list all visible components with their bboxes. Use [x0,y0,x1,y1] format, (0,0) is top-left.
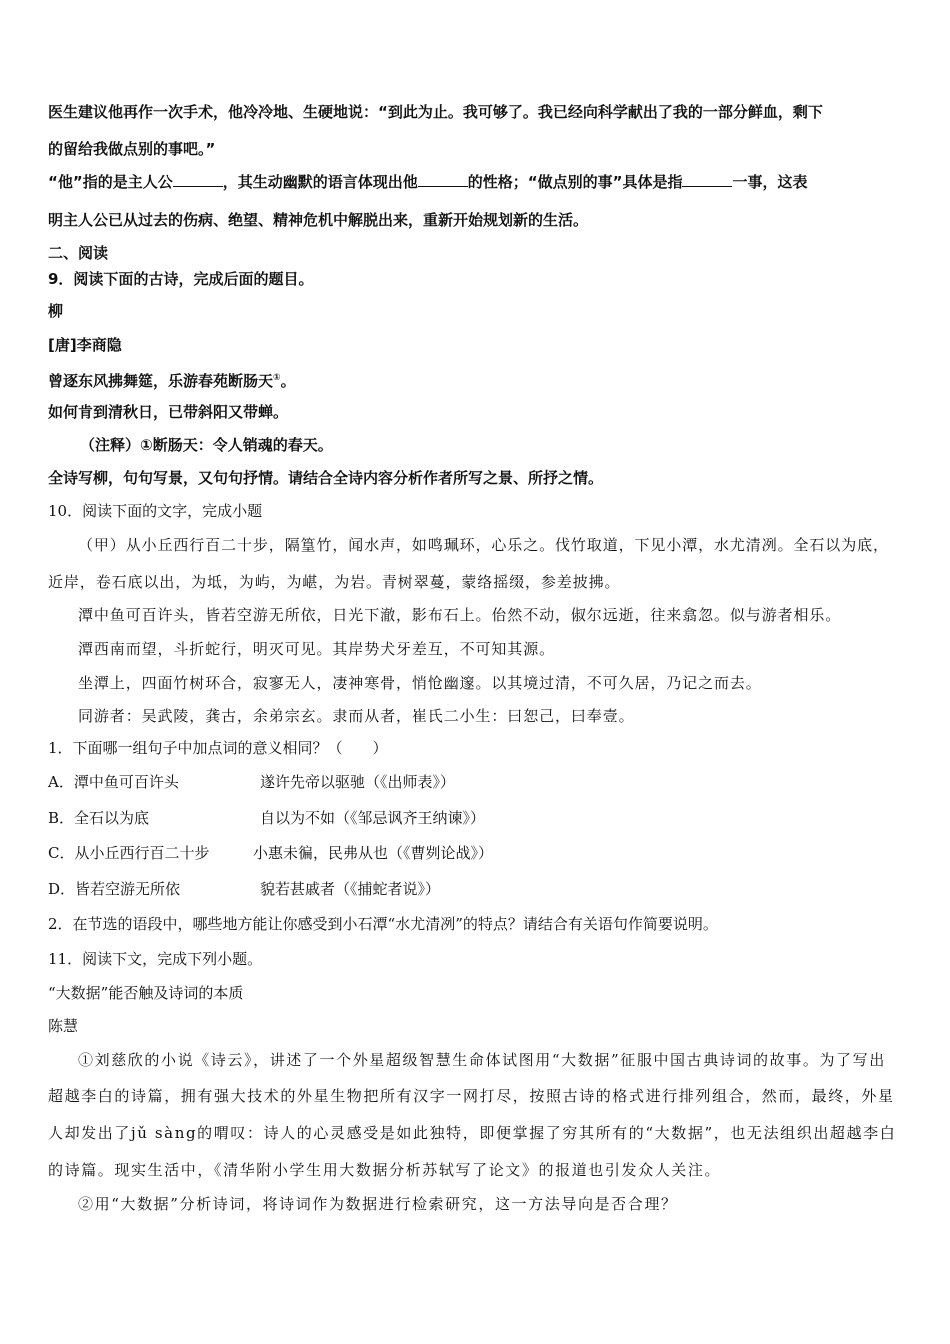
option-row [48,772,456,792]
article-para-1d: 的诗篇。现实生活中，《清华附小学生用大数据分析苏轼写了论文》的报道也引发众人关注。 [48,1161,722,1179]
option-b-right: 自以为不如（《邹忌讽齐王纳谏》） [260,809,486,827]
passage-line-3-part-a: “他”指的是主人公 [48,173,173,191]
option-d-right: 貌若甚戚者（《捕蛇者说》） [260,880,441,898]
passage-line-3 [48,172,807,192]
article-para-1a: ①刘慈欣的小说《诗云》，讲述了一个外星超级智慧生命体试图用“大数据”征服中国古典诗词的故事。为了写出 [78,1051,886,1069]
passage-line-2: 的留给我做点别的事吧。” [48,140,216,158]
option-b-left: B．全石以为底 [48,809,150,827]
article-para-1c: 人却发出了jǔ sàng的喟叹：诗人的心灵感受是如此独特，即便掌握了穷其所有的“大数据”，也无法组织出超越李白 [48,1124,897,1142]
passage-line-3-part-d: 一事，这表 [732,173,808,191]
section-heading: 二、阅读 [48,244,109,262]
q10-sub-question-1: 1．下面哪一组句子中加点词的意义相同？（ ） [48,739,388,757]
q10-para-2: 潭中鱼可百许头，皆若空游无所依，日光下澈，影布石上。佁然不动，俶尔远逝，往来翕忽。似与游者相乐。 [78,606,842,624]
poem-verse-1-end: 。 [280,372,296,390]
passage-line-3-part-b: ，其生动幽默的语言体现出他 [222,173,418,191]
option-c-right: 小惠未徧，民弗从也（《曹刿论战》） [253,844,494,862]
poem-verse-2: 如何肯到清秋日，已带斜阳又带蝉。 [48,403,289,421]
poem-verse-1 [48,368,296,391]
q10-para-3: 潭西南而望，斗折蛇行，明灭可见。其岸势犬牙差互，不可知其源。 [78,640,556,658]
option-c-left: C．从小丘西行百二十步 [48,844,210,862]
passage-line-3-part-c: 的性格；“做点别的事”具体是指 [467,173,683,191]
article-author: 陈慧 [48,1017,79,1035]
footnote-marker: ① [273,373,281,383]
answer-blank-2 [418,172,468,187]
q10-sub-question-2: 2．在节选的语段中，哪些地方能让你感受到小石潭“水尤清冽”的特点？请结合有关语句作简要说明。 [48,915,718,933]
q11-prompt: 11．阅读下文，完成下列小题。 [48,950,263,968]
option-row [48,879,441,899]
q10-para-1b: 近岸，卷石底以出，为坻，为屿，为嵁，为岩。青树翠蔓，蒙络摇缀，参差披拂。 [48,573,621,591]
q9-prompt: 9．阅读下面的古诗，完成后面的题目。 [48,270,314,288]
poem-author: [唐]李商隐 [48,336,122,354]
answer-blank-1 [173,172,223,187]
answer-blank-3 [682,172,732,187]
passage-line-4: 明主人公已从过去的伤病、绝望、精神危机中解脱出来，重新开始规划新的生活。 [48,211,589,229]
option-a-right: 遂许先帝以驱驰（《出师表》） [260,773,456,791]
article-para-1b: 超越李白的诗篇，拥有强大技术的外星生物把所有汉字一网打尽，按照古诗的格式进行排列组合，然而，最终，外星 [48,1087,895,1105]
option-a-left: A．潭中鱼可百许头 [48,773,179,791]
poem-verse-1-text: 曾逐东风拂舞筵，乐游春苑断肠天 [48,372,274,390]
article-para-2: ②用“大数据”分析诗词，将诗词作为数据进行检索研究，这一方法导向是否合理？ [78,1195,678,1213]
q10-para-5: 同游者：吴武陵，龚古，余弟宗玄。隶而从者，崔氏二小生：曰恕己，曰奉壹。 [78,707,635,725]
passage-line-1: 医生建议他再作一次手术，他冷冷地、生硬地说：“到此为止。我可够了。我已经向科学献出了我的一部分鲜血，剩下 [48,103,823,121]
q9-question: 全诗写柳，句句写景，又句句抒情。请结合全诗内容分析作者所写之景、所抒之情。 [48,469,604,487]
article-title: “大数据”能否触及诗词的本质 [48,984,244,1002]
poem-note: （注释）①断肠天：令人销魂的春天。 [80,436,333,454]
q10-para-4: 坐潭上，四面竹树环合，寂寥无人，凄神寒骨，悄怆幽邃。以其境过清，不可久居，乃记之而去。 [78,674,762,692]
poem-title: 柳 [48,302,64,320]
option-row [48,843,494,863]
option-d-left: D．皆若空游无所依 [48,880,181,898]
option-row [48,808,486,828]
q10-para-1a: （甲）从小丘西行百二十步，隔篁竹，闻水声，如鸣珮环，心乐之。伐竹取道，下见小潭，水尤清冽。全石以为底， [78,536,889,554]
q10-prompt: 10．阅读下面的文字，完成小题 [48,502,263,520]
